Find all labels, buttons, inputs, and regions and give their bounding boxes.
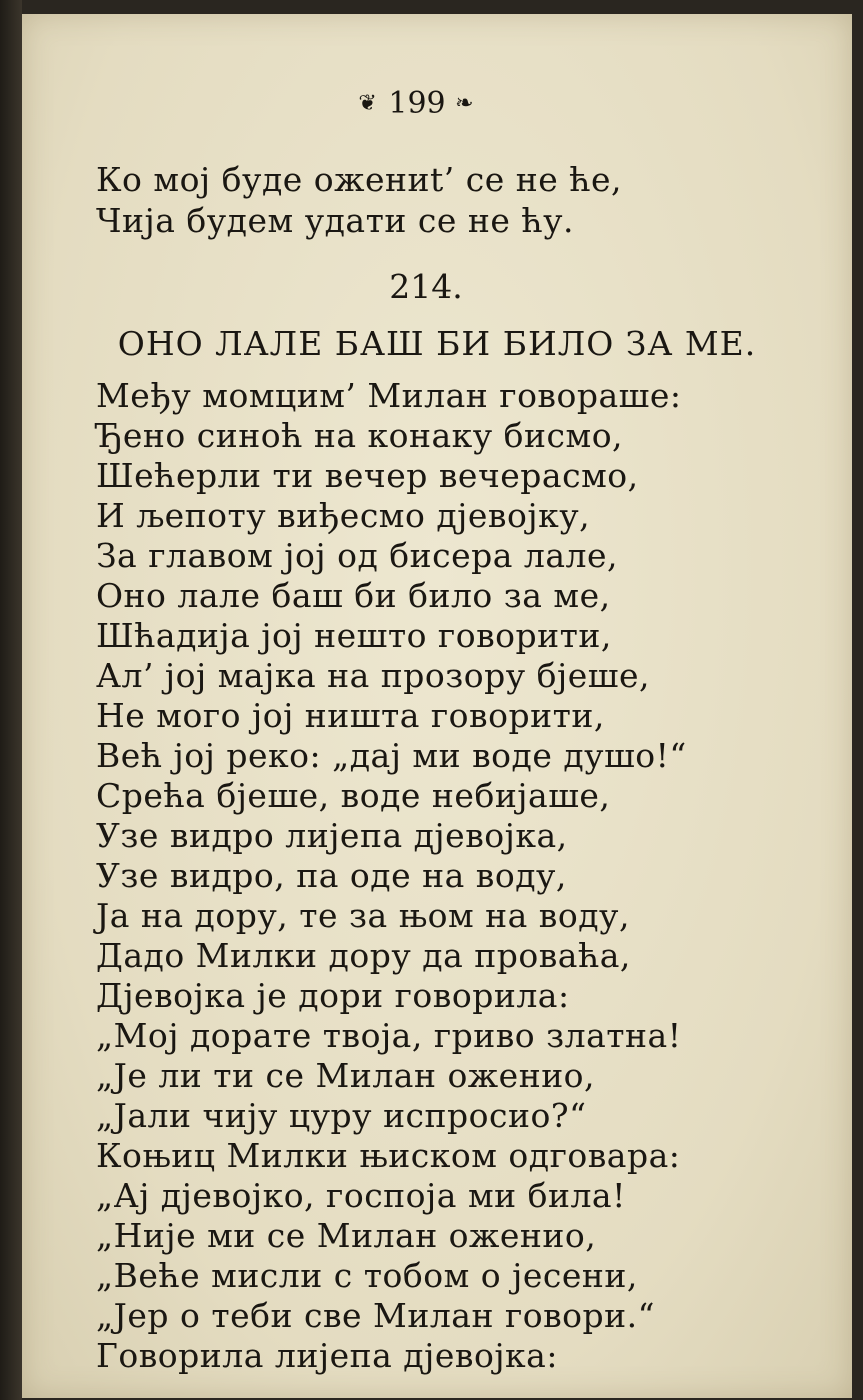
previous-poem-ending xyxy=(96,159,852,241)
verse-line: Срећа бјеше, воде небијаше, xyxy=(96,776,611,815)
verse-line: И љепоту виђесмо дјевојку, xyxy=(96,496,591,535)
verse-line: Узе видро, па оде на воду, xyxy=(96,856,567,895)
poem-number: 214. xyxy=(389,267,463,306)
book-spine xyxy=(0,0,22,1400)
verse-line: Већ јој реко: „дај ми воде душо!“ xyxy=(96,736,687,775)
verse-line: Ко мој буде ожениt’ се не ће, xyxy=(96,160,623,199)
verse-line: Међу момцим’ Милан говораше: xyxy=(96,376,682,415)
verse-line: „Јер о теби све Милан говори.“ xyxy=(96,1296,656,1335)
verse-line: Говорила лијепа дјевојка: xyxy=(96,1336,558,1375)
verse-line: Шћадија јој нешто говорити, xyxy=(96,616,612,655)
verse-line: „Ај дјевојко, госпоја ми била! xyxy=(96,1176,626,1215)
book-page xyxy=(22,14,852,1398)
verse-line: Дјевојка је дори говорила: xyxy=(96,976,570,1015)
poem-body xyxy=(96,376,852,1376)
ornament-left-icon: ❦ xyxy=(358,91,379,116)
verse-line: Не мого јој ништа говорити, xyxy=(96,696,605,735)
verse-line: Чија будем удати се не ћу. xyxy=(96,201,575,240)
verse-line: За главом јој од бисера лале, xyxy=(96,536,619,575)
ornament-right-icon: ❧ xyxy=(455,91,476,116)
verse-line: Шећерли ти вечер вечерасмо, xyxy=(96,456,639,495)
verse-line: „Јали чију цуру испросио?“ xyxy=(96,1096,587,1135)
top-background xyxy=(0,0,863,14)
verse-line: „Је ли ти се Милан оженио, xyxy=(96,1056,596,1095)
poem-title: ОНО ЛАЛЕ БАШ БИ БИЛО ЗА МЕ. xyxy=(117,324,757,363)
verse-line: Узе видро лијепа дјевојка, xyxy=(96,816,568,855)
verse-line: Ал’ јој мајка на прозору бјеше, xyxy=(96,656,650,695)
verse-line: Ђено синоћ на конаку бисмо, xyxy=(96,416,624,455)
verse-line: Коњиц Милки њиском одговара: xyxy=(96,1136,681,1175)
verse-line: Ја на дору, те за њом на воду, xyxy=(96,896,630,935)
verse-line: Дадо Милки дору да проваћа, xyxy=(96,936,631,975)
verse-line: Оно лале баш би било за ме, xyxy=(96,576,611,615)
verse-line: „Веће мисли с тобом о јесени, xyxy=(96,1256,638,1295)
verse-line: „Мој дорате твоја, гриво златна! xyxy=(96,1016,682,1055)
page-header xyxy=(22,86,812,121)
page-number: 199 xyxy=(388,86,446,121)
verse-line: „Није ми се Милан оженио, xyxy=(96,1216,597,1255)
